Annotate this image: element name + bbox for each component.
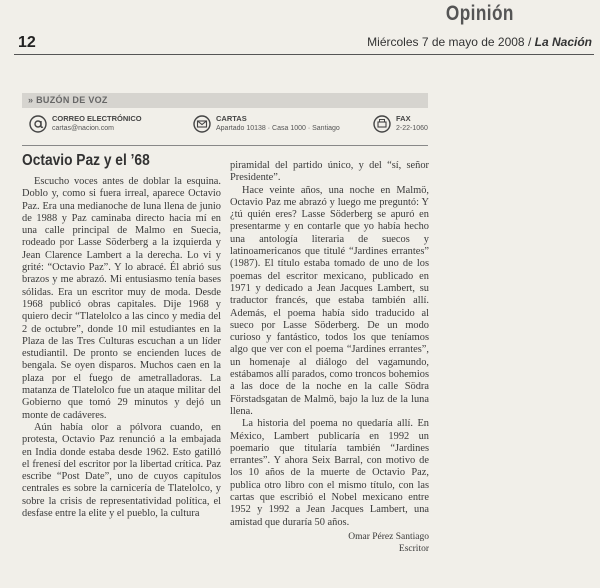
email-value[interactable]: cartas@nacion.com: [52, 125, 114, 132]
mailbox-bottom-rule: [22, 145, 428, 146]
author-signature: [230, 531, 429, 555]
article-column-left: [22, 176, 221, 584]
mailbox-title-bar: [22, 93, 428, 108]
fax-label: FAX: [396, 114, 411, 123]
contact-info-row: [22, 112, 428, 142]
article-headline: Octavio Paz y el ’68: [22, 152, 150, 169]
fax-icon: [372, 114, 392, 134]
mailbox-title: BUZÓN DE VOZ: [36, 95, 108, 105]
article-paragraph: Escucho voces antes de doblar la esquina. Doblo y, como si fuera irreal, aparece Octavio Paz. Era una medianoche de luna llena de junio de 1988 y Paz caminaba directo hacia mí en una calle principal de Malmo en Suecia, rodeado por Lasse Söderberg a la izquierda y Jean Clarence Lambert a la derecha. Lo vi y grité: “Octavio Paz”. Y lo abracé. Él abrió sus brazos y me abrazó. Mi entusiasmo tenía bases sólidas. Era un escritor muy de moda. Desde 1968 publicó obras capitales. Dije 1968 y quiero decir “Tlatelolco a las cinco y media del 2 de octubre”, donde 10 mil estudiantes en la Plaza de las Tres Culturas escuchan a un líder estudiantil. De pronto se encienden luces de bengala. Se oyen disparos. Muchos caen en la plaza por el fuego de ametralladoras. La matanza de Tlatelolco fue un ataque militar del Gobierno que tomó 29 minutos y dejó un monte de cadáveres.: [22, 176, 221, 421]
contact-email: [28, 114, 142, 134]
email-label: CORREO ELECTRÓNICO: [52, 114, 142, 123]
double-chevron-icon: »: [28, 95, 34, 105]
dateline-separator: /: [527, 35, 532, 49]
page-number: 12: [18, 34, 36, 51]
contact-letters: [192, 114, 340, 134]
header-rule: [14, 54, 594, 55]
author-name: Omar Pérez Santiago: [348, 531, 429, 542]
article-paragraph: Hace veinte años, una noche en Malmö, Octavio Paz me abrazó y luego me preguntó: Y ¿tú quién eres? Lasse Söderberg se apuró en presentarme y en contarle que yo había hecho una antología literaria de suecos y latinoamericanos que titulé “Jardines errantes” (1987). El título estaba tomado de uno de los poemas del escritor mexicano, publicado en 1971 y dedicado a Jean Jacques Lambert, su traductor francés, que estaba también allí. Además, el poema había sido traducido al sueco por Lasse Söderberg. De un modo curioso y fantástico, todos los que teníamos algo que ver con el poema “Jardines errantes”, un homenaje al diálogo del vagamundo, estábamos allí parados, como troncos bohemios a las doce de la noche en la calle Södra Förstadsgatan de Malmö, bajo la luz de la luna llena.: [230, 184, 429, 417]
article-column-right: [230, 160, 429, 580]
contact-fax: [372, 114, 428, 134]
letters-value: Apartado 10138 · Casa 1000 · Santiago: [216, 125, 340, 132]
letters-label: CARTAS: [216, 114, 247, 123]
article-paragraph: piramidal del partido único, y del “sí, señor Presidente”.: [230, 160, 429, 184]
fax-value: 2-22-1060: [396, 125, 428, 132]
envelope-icon: [192, 114, 212, 134]
dateline: [367, 35, 592, 49]
publication-name: La Nación: [534, 35, 592, 49]
article-paragraph: La historia del poema no quedaría allí. En México, Lambert publicaría en 1992 un poemario que titularía también “Jardines errantes”. Y ahora Seix Barral, con motivo de los 10 años de la muerte de Octavio Paz, publica otro libro con el mismo título, con las cartas que escribió el Nobel mexicano entre 1952 y 1992 a Jean Jacques Lambert, una amistad que duraría 50 años.: [230, 418, 429, 528]
date-text: Miércoles 7 de mayo de 2008: [367, 35, 525, 49]
author-role: Escritor: [398, 543, 429, 554]
article-paragraph: Aún había olor a pólvora cuando, en protesta, Octavio Paz renunció a la embajada en India donde estaba desde 1962. Esto gatilló el frenesí del escritor por la libertad crítica. Paz escribe “Post Date”, uno de cuyos capítulos centrales es sobre la carnicería de Tlatelolco, y sobre la crisis de representatividad política, el desfase entre la elite y el pueblo, la cultura: [22, 421, 221, 520]
at-sign-icon: [28, 114, 48, 134]
section-name: Opinión: [446, 2, 514, 25]
